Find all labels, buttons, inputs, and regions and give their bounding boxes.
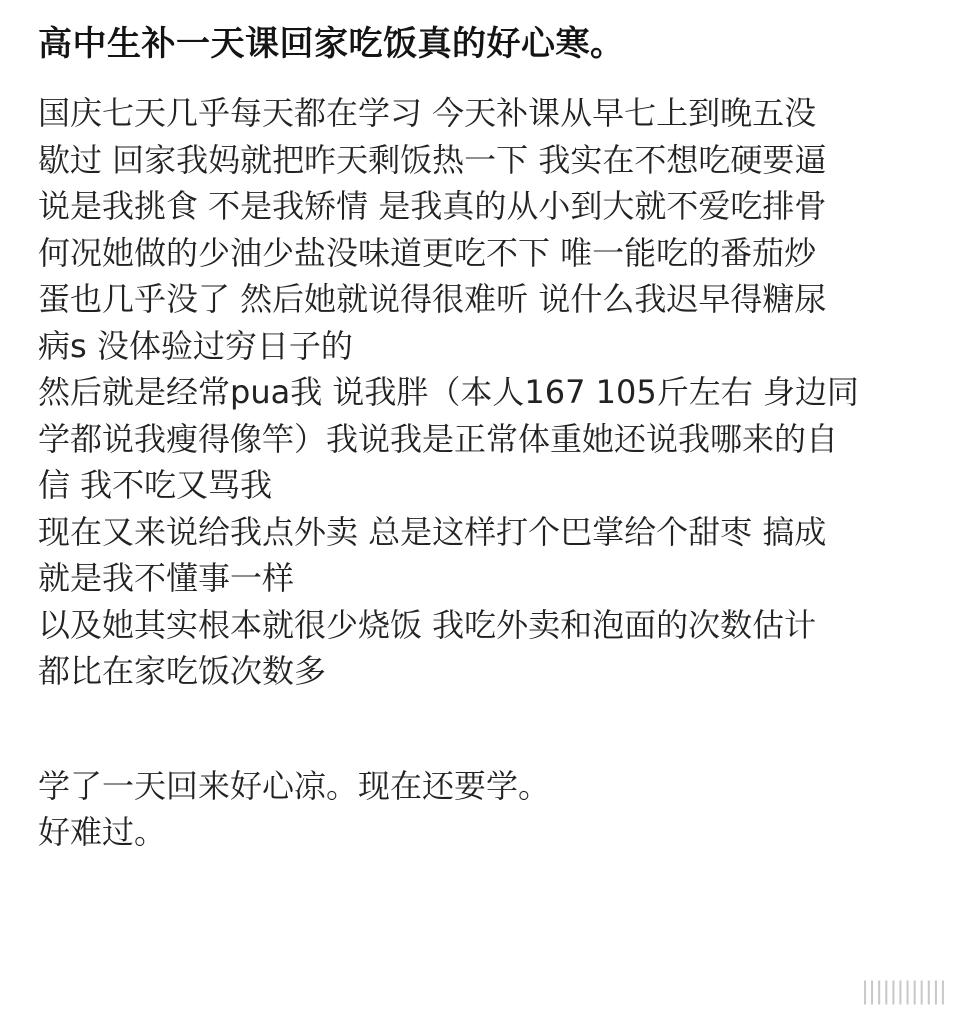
paragraph-gap [38,695,938,763]
text-line: 国庆七天几乎每天都在学习 今天补课从早七上到晚五没 [38,94,817,132]
post [38,18,938,856]
text-line: 何况她做的少油少盐没味道更吃不下 唯一能吃的番茄炒 [38,233,817,272]
text-line: 就是我不懂事一样 [38,559,295,597]
paragraph-1 [38,90,938,369]
text-line: 现在又来说给我点外卖 总是这样打个巴掌给个甜枣 搞成 [38,512,827,551]
post-title: 高中生补一天课回家吃饭真的好心寒。 [38,24,625,64]
paragraph-2 [38,369,938,509]
text-line: 信 我不吃又骂我 [38,466,273,504]
text-line: 学了一天回来好心凉。现在还要学。 [38,766,551,805]
paragraph-4 [38,602,938,695]
paragraph-3 [38,509,938,602]
text-line: 以及她其实根本就很少烧饭 我吃外卖和泡面的次数估计 [38,605,817,644]
text-line: 歇过 回家我妈就把昨天剩饭热一下 我实在不想吃硬要逼 [38,140,827,179]
watermark: |||||||||||| [860,977,946,1005]
text-line: 然后就是经常pua我 说我胖（本人167 105斤左右 身边同 [38,373,859,411]
text-line: 蛋也几乎没了 然后她就说得很难听 说什么我迟早得糖尿 [38,280,827,318]
paragraph-5 [38,763,938,856]
text-line: 好难过。 [38,813,167,851]
text-line: 病s 没体验过穷日子的 [38,326,353,365]
text-line: 都比在家吃饭次数多 [38,652,327,690]
text-line: 学都说我瘦得像竿）我说我是正常体重她还说我哪来的自 [38,419,839,458]
text-line: 说是我挑食 不是我矫情 是我真的从小到大就不爱吃排骨 [38,187,827,225]
post-body [38,90,938,856]
